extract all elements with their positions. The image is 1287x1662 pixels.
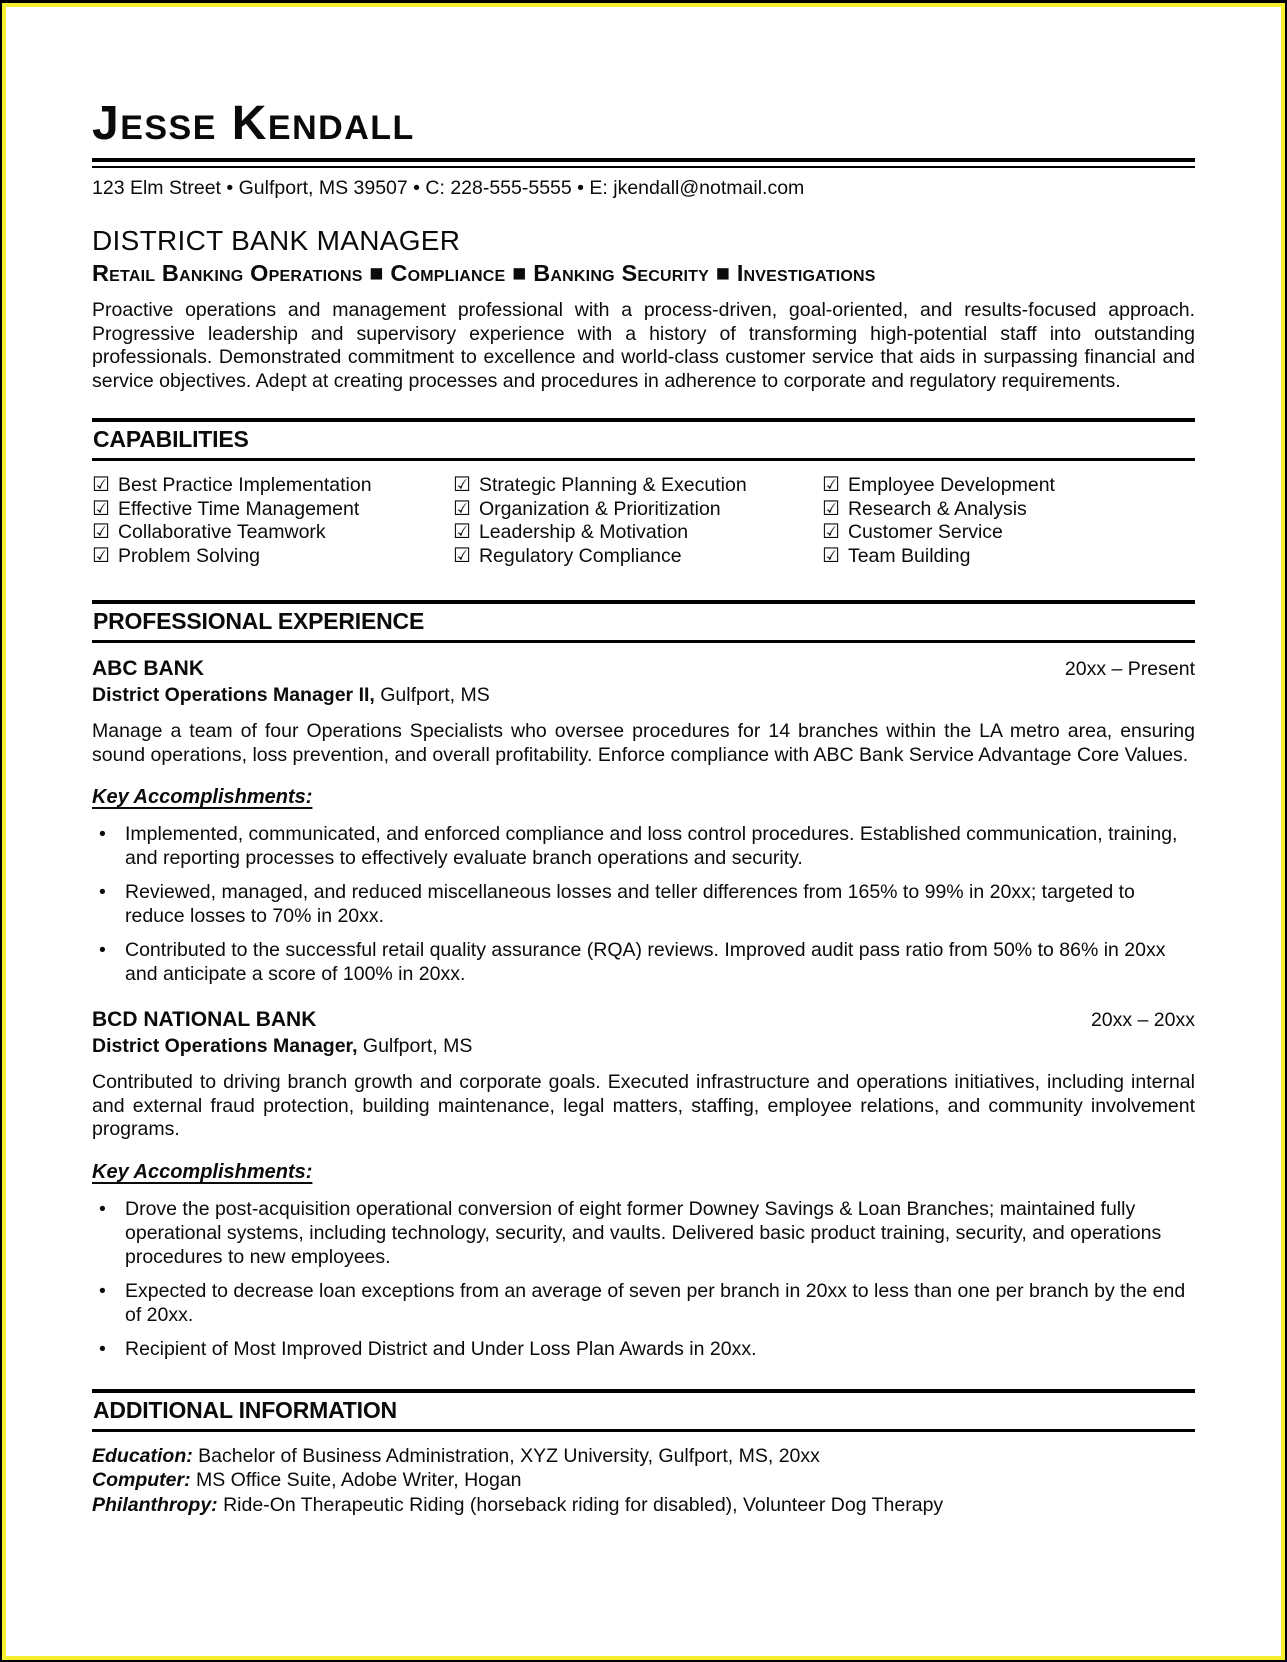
capabilities-column — [453, 474, 822, 568]
job-subheader — [92, 1035, 1195, 1058]
info-text: Ride-On Therapeutic Riding (horseback riding for disabled), Volunteer Dog Therapy — [217, 1493, 944, 1516]
capability-label: Customer Service — [847, 521, 1003, 544]
position-location: Gulfport, MS — [374, 684, 490, 707]
capability-item — [92, 474, 453, 498]
list-item — [92, 938, 1195, 986]
capability-label: Organization & Prioritization — [478, 497, 721, 520]
list-item — [92, 1197, 1195, 1269]
info-text: Bachelor of Business Administration, XYZ University, Gulfport, MS, 20xx — [192, 1444, 820, 1467]
key-accomplishments-label: Key Accomplishments: — [92, 786, 313, 809]
bullet-icon: • — [99, 1279, 106, 1302]
candidate-name: Jesse Kendall — [92, 97, 415, 150]
capability-item — [822, 474, 1195, 498]
specialties-line: Retail Banking Operations ■ Compliance ■ Banking Security ■ Investigations — [92, 260, 876, 287]
bullet-icon: • — [99, 939, 106, 962]
resume-page — [2, 3, 1285, 1660]
info-label: Education: — [92, 1444, 193, 1467]
header-divider — [92, 158, 1195, 168]
capability-item — [92, 498, 453, 522]
position-title: District Operations Manager II, — [92, 684, 375, 707]
checkbox-icon: ☑ — [453, 497, 471, 520]
target-job-title: DISTRICT BANK MANAGER — [92, 225, 461, 257]
capability-item — [822, 521, 1195, 545]
section-heading-capabilities: CAPABILITIES — [92, 418, 1195, 461]
bullet-icon: • — [99, 823, 106, 846]
position-location: Gulfport, MS — [357, 1035, 473, 1058]
capability-item — [92, 521, 453, 545]
capability-label: Regulatory Compliance — [478, 544, 682, 567]
section-heading-experience: PROFESSIONAL EXPERIENCE — [92, 600, 1195, 643]
accomplishment-text: Reviewed, managed, and reduced miscellaneous losses and teller differences from 165% to 99% in 20xx; targeted to reduce losses to 70% in 20xx. — [125, 881, 1135, 928]
capability-label: Employee Development — [847, 474, 1055, 497]
key-accomplishments-label: Key Accomplishments: — [92, 1160, 313, 1183]
accomplishment-text: Contributed to the successful retail quality assurance (RQA) reviews. Improved audit pass ratio from 50% to 86% in 20xx and anticipate a score of 100% in 20xx. — [125, 939, 1166, 986]
employment-dates: 20xx – 20xx — [1090, 1009, 1195, 1032]
capabilities-grid — [92, 474, 1195, 568]
capabilities-column — [822, 474, 1195, 568]
capability-label: Research & Analysis — [847, 497, 1027, 520]
section-heading-additional-information: ADDITIONAL INFORMATION — [92, 1389, 1195, 1432]
checkbox-icon: ☑ — [822, 474, 840, 497]
capability-label: Problem Solving — [117, 544, 260, 567]
checkbox-icon: ☑ — [92, 544, 110, 567]
checkbox-icon: ☑ — [822, 544, 840, 567]
capabilities-column — [92, 474, 453, 568]
list-item — [92, 822, 1195, 870]
job-subheader — [92, 684, 1195, 707]
capability-item — [453, 498, 822, 522]
contact-line: 123 Elm Street • Gulfport, MS 39507 • C: 228-555-5555 • E: jkendall@notmail.com — [92, 177, 805, 200]
accomplishment-text: Implemented, communicated, and enforced compliance and loss control procedures. Established communication, training, and reporting processes to effectively evaluate branch operations and security. — [125, 823, 1178, 870]
accomplishment-list — [92, 1197, 1195, 1361]
info-line-education — [92, 1444, 1195, 1469]
info-text: MS Office Suite, Adobe Writer, Hogan — [190, 1469, 522, 1492]
accomplishment-text: Drove the post-acquisition operational conversion of eight former Downey Savings & Loan Branches; maintained fully operational systems, including technology, security, and vaults. Delivered basic product training, security, and operations procedures to new employees. — [125, 1197, 1162, 1268]
accomplishment-text: Recipient of Most Improved District and Under Loss Plan Awards in 20xx. — [125, 1337, 757, 1360]
capability-item — [453, 474, 822, 498]
checkbox-icon: ☑ — [92, 497, 110, 520]
checkbox-icon: ☑ — [92, 521, 110, 544]
info-label: Philanthropy: — [92, 1493, 218, 1516]
checkbox-icon: ☑ — [453, 474, 471, 497]
checkbox-icon: ☑ — [92, 474, 110, 497]
additional-info-list — [92, 1444, 1195, 1518]
info-line-computer — [92, 1468, 1195, 1493]
capability-label: Collaborative Teamwork — [117, 521, 326, 544]
checkbox-icon: ☑ — [822, 521, 840, 544]
job-entry-bcd-national-bank — [92, 1008, 1195, 1361]
job-header — [92, 1008, 1195, 1032]
capability-item — [453, 545, 822, 569]
capability-label: Strategic Planning & Execution — [478, 474, 747, 497]
job-entry-abc-bank — [92, 657, 1195, 986]
info-line-philanthropy — [92, 1493, 1195, 1518]
bullet-icon: • — [99, 1337, 106, 1360]
profile-summary: Proactive operations and management professional with a process-driven, goal-oriented, and results-focused approach. Progressive leadership and supervisory experience with a history of transforming high-potential staff into outstanding professionals. Demonstrated commitment to excellence and world-class customer service that aids in surpassing financial and service objectives. Adept at creating processes and procedures in adherence to corporate and regulatory requirements. — [92, 299, 1195, 392]
list-item — [92, 880, 1195, 928]
company-name: ABC BANK — [92, 657, 204, 681]
info-label: Computer: — [92, 1469, 191, 1492]
capability-label: Effective Time Management — [117, 497, 360, 520]
checkbox-icon: ☑ — [453, 521, 471, 544]
position-title: District Operations Manager, — [92, 1035, 358, 1058]
accomplishment-text: Expected to decrease loan exceptions from an average of seven per branch in 20xx to less than one per branch by the end of 20xx. — [125, 1279, 1186, 1326]
employment-dates: 20xx – Present — [1064, 658, 1195, 681]
capability-label: Team Building — [847, 544, 971, 567]
bullet-icon: • — [99, 881, 106, 904]
capability-item — [822, 498, 1195, 522]
job-summary: Manage a team of four Operations Specialists who oversee procedures for 14 branches within the LA metro area, ensuring sound operations, loss prevention, and overall profitability. Enforce compliance with ABC Bank Service Advantage Core Values. — [92, 720, 1195, 766]
job-header — [92, 657, 1195, 681]
accomplishment-list — [92, 822, 1195, 986]
capability-item — [453, 521, 822, 545]
bullet-icon: • — [99, 1197, 106, 1220]
capability-label: Best Practice Implementation — [117, 474, 372, 497]
checkbox-icon: ☑ — [822, 497, 840, 520]
capability-item — [92, 545, 453, 569]
job-summary: Contributed to driving branch growth and corporate goals. Executed infrastructure and operations initiatives, including internal and external fraud protection, building maintenance, legal matters, staffing, employee relations, and community involvement programs. — [92, 1071, 1195, 1141]
capability-item — [822, 545, 1195, 569]
capability-label: Leadership & Motivation — [478, 521, 689, 544]
checkbox-icon: ☑ — [453, 544, 471, 567]
company-name: BCD NATIONAL BANK — [92, 1008, 317, 1032]
list-item — [92, 1279, 1195, 1327]
list-item — [92, 1337, 1195, 1361]
